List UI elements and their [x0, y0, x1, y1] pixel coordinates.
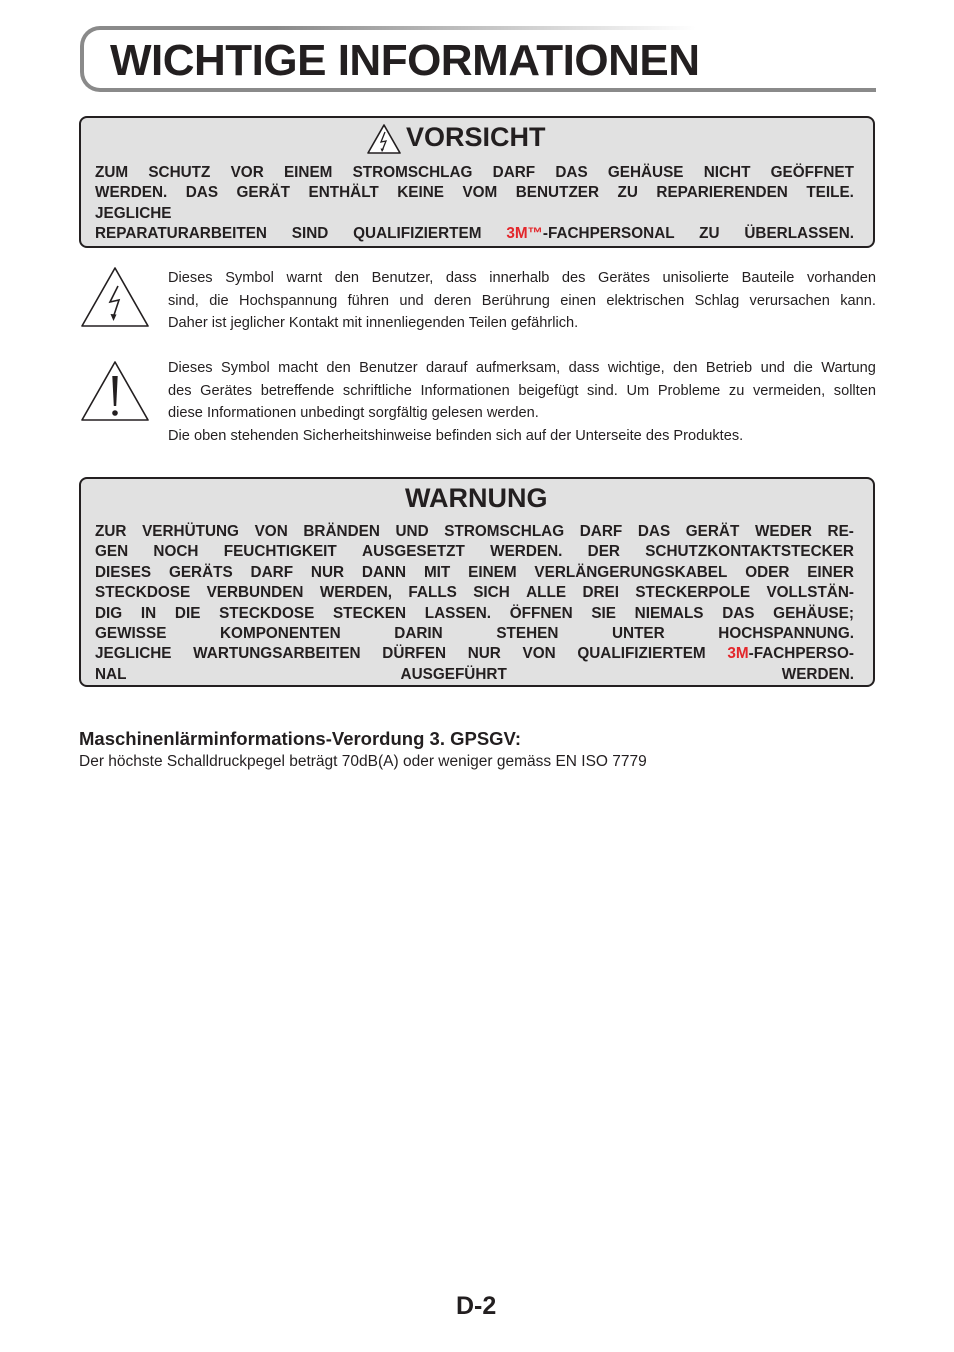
- lightning-desc-line-3: [168, 312, 876, 335]
- word: VERHÜTUNG: [142, 523, 239, 540]
- word: NOCH: [153, 543, 199, 561]
- word: SCHUTZKONTAKTSTECKER: [645, 543, 854, 561]
- word: VOM: [462, 184, 498, 202]
- word: DARF: [492, 164, 536, 181]
- word: SIE: [591, 604, 616, 622]
- word: VOR: [230, 164, 264, 181]
- word: VOLLSTÄN-: [766, 584, 854, 602]
- word: ENTHÄLT: [308, 184, 379, 202]
- word: wichtige,: [607, 360, 665, 376]
- word: macht: [278, 360, 318, 376]
- exclamation-desc-line-4: [168, 425, 876, 448]
- word: Gerätes: [598, 270, 650, 286]
- lightning-symbol-description: [168, 267, 876, 335]
- word: Dieses: [168, 360, 213, 376]
- warning-line-2: [95, 542, 854, 562]
- word: kann.: [840, 292, 876, 309]
- word: EINER: [807, 563, 854, 581]
- word: GEN: [95, 543, 129, 561]
- word: und: [760, 360, 785, 376]
- word: vermeiden,: [752, 382, 826, 399]
- word: NIEMALS: [634, 604, 704, 622]
- word: IN: [140, 604, 157, 622]
- word: DIG: [95, 604, 123, 622]
- word: Betrieb: [705, 360, 753, 376]
- word: Benutzer,: [371, 270, 434, 286]
- word: FALLS: [408, 584, 457, 602]
- word: DREI: [582, 584, 619, 602]
- caution-line-3: JEGLICHE: [95, 204, 172, 222]
- lightning-warning-icon: [80, 266, 150, 328]
- word: REPARIERENDEN: [656, 184, 788, 202]
- lightning-desc-line-1: [168, 267, 876, 290]
- word: RE-: [827, 523, 854, 540]
- word: den: [673, 360, 698, 376]
- warning-line-3: [95, 563, 854, 583]
- word: STROMSCHLAG: [444, 523, 565, 540]
- word: DANN: [361, 563, 407, 581]
- lightning-desc-line-3-text: Daher ist jeglicher Kontakt mit innenliegenden Teilen gefährlich.: [168, 315, 579, 332]
- word: FEUCHTIGKEIT: [223, 543, 337, 561]
- word: warnt: [286, 270, 323, 286]
- exclamation-symbol-description: [168, 357, 876, 448]
- word: WERDEN,: [319, 584, 393, 602]
- word: den: [334, 270, 360, 286]
- word: GEHÄUSE;: [773, 604, 854, 622]
- caution-title: VORSICHT: [406, 122, 546, 152]
- warning-line-5: [95, 604, 854, 624]
- word: ZUM: [95, 164, 129, 181]
- caution-line-2: [95, 183, 854, 203]
- word: betreffende: [260, 382, 335, 399]
- word: Um: [626, 382, 650, 399]
- word: SICH: [473, 584, 510, 602]
- word: Informationen: [420, 382, 510, 399]
- caution-line-4-before: REPARATURARBEITEN SIND QUALIFIZIERTEM: [95, 225, 507, 243]
- word: DARF: [579, 523, 623, 540]
- warning-line-7-before: JEGLICHE WARTUNGSARBEITEN DÜRFEN NUR VON QUALIFIZIERTEM: [95, 645, 728, 663]
- word: WERDEN.: [95, 184, 168, 202]
- word: den: [326, 360, 351, 376]
- word: des: [168, 382, 192, 399]
- word: dass: [568, 360, 600, 376]
- word: Dieses: [168, 270, 213, 286]
- word: Schlag: [694, 292, 740, 309]
- word: VON: [254, 523, 288, 540]
- warning-line-4: [95, 583, 854, 603]
- word: DAS: [185, 184, 219, 202]
- word: NUR: [310, 563, 345, 581]
- warning-title: WARNUNG: [405, 483, 548, 513]
- word: AUSGESETZT: [362, 543, 465, 561]
- word: MIT: [423, 563, 451, 581]
- word: sind.: [587, 382, 618, 399]
- word: DIE: [174, 604, 201, 622]
- word: GERÄTS: [168, 563, 233, 581]
- warning-line-8: NAL AUSGEFÜHRT WERDEN.: [95, 665, 854, 683]
- word: TEILE.: [806, 184, 854, 202]
- word: schriftliche: [342, 382, 412, 399]
- word: BENUTZER: [515, 184, 600, 202]
- caution-line-1: [95, 163, 854, 183]
- word: ZU: [617, 184, 638, 202]
- word: Symbol: [225, 270, 274, 286]
- word: UND: [395, 523, 429, 540]
- word: KEINE: [397, 184, 444, 202]
- word: DAS: [555, 164, 588, 181]
- word: unisolierte: [662, 270, 730, 286]
- word: SCHUTZ: [148, 164, 211, 181]
- warning-box: [79, 477, 875, 687]
- brand-3m-tm: 3M™: [506, 225, 543, 243]
- word: ODER: [745, 563, 790, 581]
- word: NICHT: [703, 164, 751, 181]
- word: STECKEN: [332, 604, 407, 622]
- word: vorhanden: [806, 270, 876, 286]
- word: LASSEN.: [424, 604, 492, 622]
- word: ÖFFNEN: [509, 604, 573, 622]
- caution-box: [79, 116, 875, 248]
- word: DAS: [637, 523, 671, 540]
- word: einen: [560, 292, 596, 309]
- word: DIESES: [95, 563, 152, 581]
- word: verursachen: [749, 292, 830, 309]
- word: VERBUNDEN: [206, 584, 304, 602]
- page-title: WICHTIGE INFORMATIONEN: [110, 36, 700, 85]
- word: GEHÄUSE: [607, 164, 684, 181]
- brand-3m: 3M: [727, 645, 749, 663]
- caution-line-4: [95, 224, 854, 244]
- word: STECKDOSE: [219, 604, 315, 622]
- word: dass: [445, 270, 477, 286]
- word: WEDER: [754, 523, 812, 540]
- warning-line-7: [95, 644, 854, 664]
- word: die: [209, 292, 229, 309]
- word: des: [561, 270, 586, 286]
- caution-text: [95, 163, 854, 245]
- exclamation-desc-line-3-text: diese Informationen unbedingt sorgfältig gelesen werden.: [168, 405, 539, 422]
- word: Wartung: [821, 360, 876, 376]
- word: BRÄNDEN: [303, 523, 380, 540]
- word: zu: [728, 382, 745, 399]
- warning-line-6: GEWISSE KOMPONENTEN DARIN STEHEN UNTER HOCHSPANNUNG.: [95, 624, 854, 642]
- word: DARF: [250, 563, 294, 581]
- word: Benutzer: [359, 360, 418, 376]
- word: STROMSCHLAG: [352, 164, 473, 181]
- word: beigefügt: [518, 382, 579, 399]
- caution-line-4-after: -FACHPERSONAL ZU ÜBERLASSEN.: [542, 225, 855, 243]
- word: Symbol: [221, 360, 270, 376]
- lightning-desc-line-2: [168, 290, 876, 313]
- word: sind,: [168, 292, 199, 309]
- word: Bauteile: [741, 270, 795, 286]
- word: deren: [434, 292, 472, 309]
- noise-heading: Maschinenlärminformations-Verordung 3. GPSGV:: [79, 728, 522, 749]
- word: ZUR: [95, 523, 127, 540]
- word: Gerätes: [200, 382, 253, 399]
- word: und: [399, 292, 424, 309]
- word: Berührung: [481, 292, 550, 309]
- word: DER: [587, 543, 620, 561]
- word: ALLE: [526, 584, 567, 602]
- word: Hochspannung: [239, 292, 338, 309]
- exclamation-desc-line-4-text: Die oben stehenden Sicherheitshinweise befinden sich auf der Unterseite des Produktes.: [168, 428, 744, 445]
- word: die: [793, 360, 813, 376]
- word: STECKDOSE: [95, 584, 191, 602]
- word: GERÄT: [236, 184, 291, 202]
- word: elektrischen: [606, 292, 685, 309]
- noise-text: Der höchste Schalldruckpegel beträgt 70dB(A) oder weniger gemäss EN ISO 7779: [79, 753, 647, 770]
- word: GERÄT: [685, 523, 740, 540]
- word: darauf: [426, 360, 468, 376]
- word: EINEM: [283, 164, 333, 181]
- exclamation-desc-line-1: [168, 357, 876, 380]
- word: DAS: [722, 604, 755, 622]
- warning-line-7-after: -FACHPERSO-: [748, 645, 854, 663]
- warning-line-1: [95, 522, 854, 542]
- word: EINEM: [468, 563, 517, 581]
- exclamation-desc-line-2: [168, 380, 876, 403]
- word: VERLÄNGERUNGSKABEL: [534, 563, 728, 581]
- page-number: D-2: [456, 1292, 497, 1320]
- word: WERDEN.: [490, 543, 563, 561]
- word: innerhalb: [489, 270, 550, 286]
- warning-text: [95, 522, 854, 685]
- exclamation-desc-line-3: [168, 402, 876, 425]
- word: GEÖFFNET: [770, 164, 854, 181]
- word: aufmerksam,: [475, 360, 561, 376]
- word: führen: [347, 292, 389, 309]
- exclamation-warning-icon: [80, 360, 150, 422]
- word: STECKERPOLE: [635, 584, 751, 602]
- word: sollten: [833, 382, 876, 399]
- word: Probleme: [657, 382, 721, 399]
- caution-triangle-icon: [366, 123, 402, 155]
